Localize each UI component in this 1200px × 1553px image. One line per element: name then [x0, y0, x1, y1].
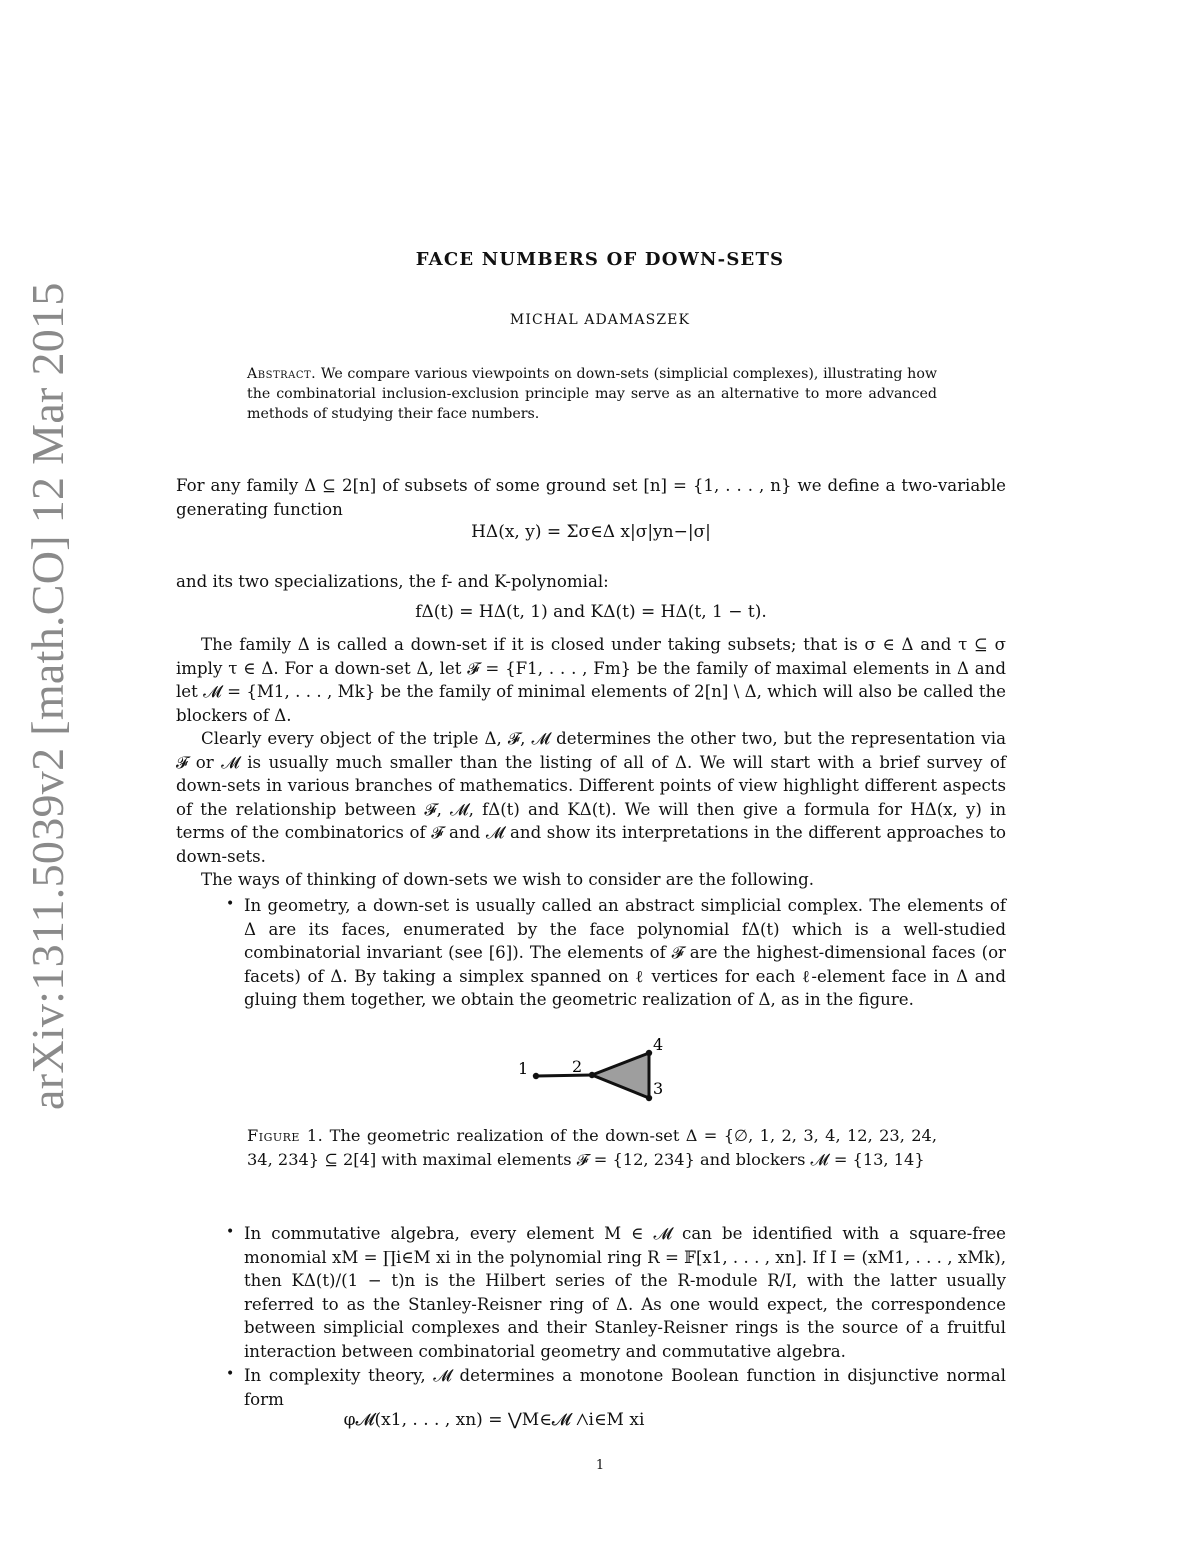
abstract — [247, 364, 937, 424]
bullet-marker-complexity: • — [226, 1366, 235, 1382]
figure-geometric-realization — [508, 1030, 678, 1110]
vertex-label-3: 3 — [653, 1079, 664, 1098]
equation-generating-function: HΔ(x, y) = Σσ∈Δ x|σ|yn−|σ| — [471, 522, 711, 542]
edge-12 — [536, 1075, 592, 1076]
paragraph-survey — [176, 727, 1006, 868]
abstract-label: Abstract. — [247, 366, 317, 382]
paragraph-intro: For any family Δ ⊆ 2[n] of subsets of some ground set [n] = {1, . . . , n} we define a two-variable generating function — [176, 476, 1006, 519]
paragraph-ways-text: The ways of thinking of down-sets we wish to consider are the following. — [201, 870, 814, 889]
figure-caption-label: Figure 1. — [247, 1126, 324, 1145]
figure-caption — [247, 1124, 937, 1172]
page-number: 1 — [595, 1458, 605, 1473]
bullet-marker-algebra: • — [226, 1224, 235, 1240]
vertex-4 — [646, 1050, 652, 1056]
paragraph-specializations: and its two specializations, the f- and K-polynomial: — [176, 572, 609, 591]
vertex-2 — [589, 1072, 595, 1078]
equation-boolean-function: φ𝓜(x1, . . . , xn) = ⋁M∈𝓜 ⋀i∈M xi — [343, 1410, 645, 1430]
equation-f-k-polynomials: fΔ(t) = HΔ(t, 1) and KΔ(t) = HΔ(t, 1 − t). — [415, 602, 767, 622]
bullet-commutative-algebra: In commutative algebra, every element M ∈ 𝓜 can be identified with a square-free monomial xM = ∏i∈M xi in the polynomial ring R = 𝔽[x1, . . . , xn]. If I = (xM1, . . . , xMk), then KΔ(t)/(1 − t)n is the Hilbert series of the R-module R/I, with the latter usually referred to as the Stanley-Reisner ring of Δ. As one would expect, the correspondence between simplicial complexes and their Stanley-Reisner rings is the source of a fruitful interaction between combinatorial geometry and commutative algebra. — [244, 1224, 1006, 1361]
paragraph-down-set-definition — [176, 633, 1006, 727]
paragraph-ways — [176, 868, 1006, 892]
vertex-label-1: 1 — [518, 1059, 529, 1078]
vertex-label-4: 4 — [653, 1035, 664, 1054]
paper-title: FACE NUMBERS OF DOWN-SETS — [415, 249, 785, 270]
vertex-label-2: 2 — [572, 1057, 583, 1076]
bullet-complexity-theory: In complexity theory, 𝓜 determines a monotone Boolean function in disjunctive normal form — [244, 1366, 1006, 1409]
paragraph-survey-text: Clearly every object of the triple Δ, 𝓕, 𝓜 determines the other two, but the representation via 𝓕 or 𝓜 is usually much smaller than the listing of all of Δ. We will start with a brief survey of down-sets in various branches of mathematics. Different points of view highlight different aspects of the relationship between 𝓕, 𝓜, fΔ(t) and KΔ(t). We will then give a formula for HΔ(x, y) in terms of the combinatorics of 𝓕 and 𝓜 and show its interpretations in the different approaches to down-sets. — [176, 729, 1006, 866]
paper-author: MICHAL ADAMASZEK — [509, 312, 691, 328]
bullet-geometry: In geometry, a down-set is usually called an abstract simplicial complex. The elements of Δ are its faces, enumerated by the face polynomial fΔ(t) which is a well-studied combinatorial invariant (see [6]). The elements of 𝓕 are the highest-dimensional faces (or facets) of Δ. By taking a simplex spanned on ℓ vertices for each ℓ-element face in Δ and gluing them together, we obtain the geometric realization of Δ, as in the figure. — [244, 896, 1006, 1009]
figure-caption-text: The geometric realization of the down-set Δ = {∅, 1, 2, 3, 4, 12, 23, 24, 34, 234} ⊆ 2[4] with maximal elements 𝓕 = {12, 234} and blockers 𝓜 = {13, 14} — [247, 1126, 937, 1169]
bullet-marker-geometry: • — [226, 896, 235, 912]
filled-triangle-234 — [592, 1053, 649, 1098]
vertex-3 — [646, 1095, 652, 1101]
abstract-text: We compare various viewpoints on down-sets (simplicial complexes), illustrating how the combinatorial inclusion-exclusion principle may serve as an alternative to more advanced methods of studying their face numbers. — [247, 366, 938, 422]
paragraph-down-set-text: The family Δ is called a down-set if it is closed under taking subsets; that is σ ∈ Δ and τ ⊆ σ imply τ ∈ Δ. For a down-set Δ, let 𝓕 = {F1, . . . , Fm} be the family of maximal elements in Δ and let 𝓜 = {M1, . . . , Mk} be the family of minimal elements of 2[n] \ Δ, which will also be called the blockers of Δ. — [176, 635, 1006, 725]
arxiv-stamp: arXiv:1311.5039v2 [math.CO] 12 Mar 2015 — [22, 282, 73, 1110]
vertex-1 — [533, 1073, 539, 1079]
